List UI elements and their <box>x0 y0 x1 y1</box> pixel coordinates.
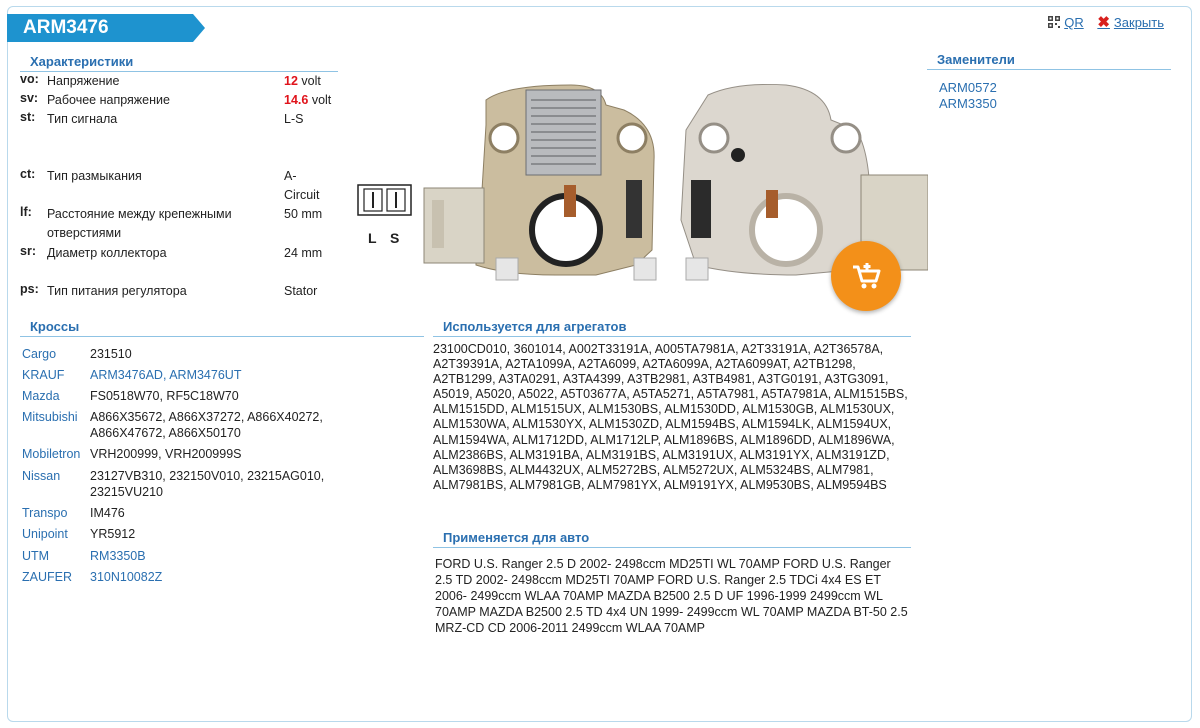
spec-value: A-Circuit <box>284 169 320 202</box>
cross-codes: 23127VB310, 232150V010, 23215AG010, 23215VU210 <box>90 469 325 499</box>
top-actions <box>1038 13 1164 31</box>
spec-value-unit: volt <box>297 74 321 88</box>
substitutes-list <box>939 80 997 112</box>
spec-value <box>284 72 344 91</box>
substitute-link[interactable]: ARM0572 <box>939 80 997 95</box>
connector-l-label: L <box>368 230 377 246</box>
cross-code-link[interactable]: ARM3476AD, ARM3476UT <box>90 368 242 382</box>
qr-label: QR <box>1064 15 1084 30</box>
page-title: ARM3476 <box>7 14 193 42</box>
close-link[interactable] <box>1097 15 1164 30</box>
spec-name: Диаметр коллектора <box>47 246 167 260</box>
spec-key: sv: <box>20 91 39 105</box>
crosses-heading: Кроссы <box>20 319 424 337</box>
cross-code-link[interactable]: 310N10082Z <box>90 570 163 584</box>
spec-key: lf: <box>20 205 32 219</box>
close-icon: ✖ <box>1097 14 1110 31</box>
cross-codes <box>90 548 360 564</box>
spec-key: vo: <box>20 72 39 86</box>
spec-name: Рабочее напряжение <box>47 93 170 107</box>
qr-icon <box>1048 16 1060 28</box>
spec-key: st: <box>20 110 36 124</box>
add-to-cart-button[interactable] <box>831 241 901 311</box>
cross-codes: A866X35672, A866X37272, A866X40272, A866X47672, A866X50170 <box>90 410 323 440</box>
specs-heading: Характеристики <box>20 54 338 72</box>
qr-link[interactable] <box>1048 15 1084 30</box>
spec-value-number: 14.6 <box>284 93 309 107</box>
spec-value: 24 mm <box>284 246 323 260</box>
cross-codes: 231510 <box>90 347 132 361</box>
spec-name: Тип сигнала <box>47 112 118 126</box>
spec-key: sr: <box>20 244 36 258</box>
cross-codes <box>90 569 360 585</box>
regulator-front-view <box>424 85 656 280</box>
connector-s-label: S <box>390 230 400 246</box>
cross-brand[interactable]: Unipoint <box>22 527 68 541</box>
spec-key: ct: <box>20 167 36 181</box>
close-label: Закрыть <box>1113 15 1164 30</box>
cross-brand[interactable]: Mazda <box>22 389 60 403</box>
cross-brand[interactable]: Mitsubishi <box>22 410 78 424</box>
cross-code-link[interactable]: RM3350B <box>90 549 146 563</box>
cross-codes: YR5912 <box>90 527 136 541</box>
spec-key: ps: <box>20 282 39 296</box>
substitutes-heading: Заменители <box>927 52 1171 70</box>
cross-codes: FS0518W70, RF5C18W70 <box>90 389 239 403</box>
cross-brand[interactable]: ZAUFER <box>22 570 72 584</box>
cars-heading: Применяется для авто <box>433 530 911 548</box>
cross-brand[interactable]: Transpo <box>22 506 68 520</box>
spec-value: L-S <box>284 112 304 126</box>
cross-codes: VRH200999, VRH200999S <box>90 447 242 461</box>
spec-value-number: 12 <box>284 74 298 88</box>
cars-list: FORD U.S. Ranger 2.5 D 2002- 2498ccm MD25TI WL 70AMP FORD U.S. Ranger 2.5 TD 2002- 2498ccm MD25TI 70AMP FORD U.S. Ranger 2.5 TDCi 4x4 ES ET 2006- 2499ccm WLAA 70AMP MAZDA B2500 2.5 D UF 1996-1999 2499ccm WL 70AMP MAZDA B2500 2.5 TD 4x4 UN 1999- 2499ccm WL 70AMP MAZDA BT-50 2.5 MRZ-CD CD 2006-2011 2499ccm WLAA 70AMP <box>435 557 908 636</box>
spec-name: Расстояние между крепежными отверстиями <box>47 207 232 240</box>
spec-value: 50 mm <box>284 207 323 221</box>
spec-value-unit: volt <box>308 93 332 107</box>
spec-name: Тип размыкания <box>47 169 142 183</box>
cross-brand[interactable]: UTM <box>22 549 50 563</box>
units-list: 23100CD010, 3601014, A002T33191A, A005TA7981A, A2T33191A, A2T36578A, A2T39391A, A2TA1099A, A2TA6099, A2TA6099A, A2TA6099AT, A2TB1298, A2TB1299, A3TA0291, A3TA4399, A3TB2981, A3TB4981, A3TG0191, A3TG3091, A5019, A5020, A5022, A5T03677A, A5TA5271, A5TA7981, A5TA7981A, ALM1515BS, ALM1515DD, ALM1515UX, ALM1530BS, ALM1530DD, ALM1530GB, ALM1530UX, ALM1530WA, ALM1530YX, ALM1530ZD, ALM1594BS, ALM1594LK, ALM1594UX, ALM1594WA, ALM1712DD, ALM1712LP, ALM1896BS, ALM1896DD, ALM1896WA, ALM2386BS, ALM3191BA, ALM3191BS, ALM3191UX, ALM3191YX, ALM3191ZD, ALM3698BS, ALM4432UX, ALM5272BS, ALM5272UX, ALM5324BS, ALM7981, ALM7981BS, ALM7981GB, ALM7981YX, ALM9191YX, ALM9530BS, ALM9594BS <box>433 342 908 492</box>
spec-name: Напряжение <box>47 74 120 88</box>
units-heading: Используется для агрегатов <box>433 319 911 337</box>
cross-brand[interactable]: KRAUF <box>22 368 65 382</box>
cart-icon <box>849 259 883 293</box>
spec-name: Тип питания регулятора <box>47 284 187 298</box>
cross-codes <box>90 367 360 383</box>
cross-brand[interactable]: Nissan <box>22 469 61 483</box>
substitute-link[interactable]: ARM3350 <box>939 96 997 111</box>
spec-value <box>284 91 344 110</box>
connector-diagram <box>358 185 411 246</box>
cross-brand[interactable]: Cargo <box>22 347 57 361</box>
spec-value: Stator <box>284 284 318 298</box>
cross-codes: IM476 <box>90 506 125 520</box>
cross-brand[interactable]: Mobiletron <box>22 447 81 461</box>
